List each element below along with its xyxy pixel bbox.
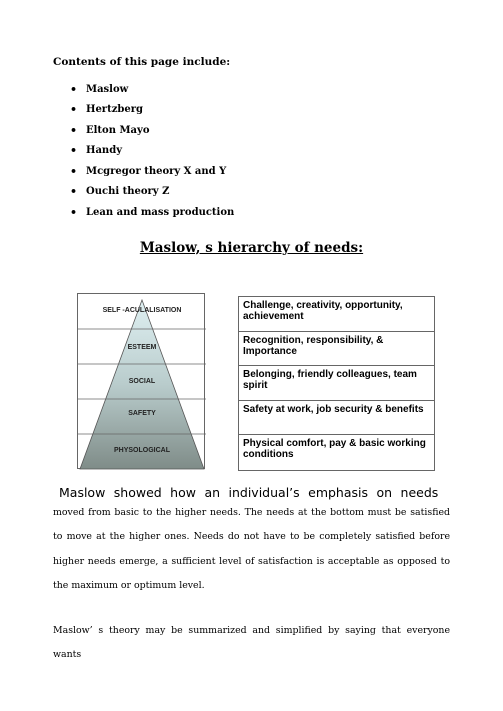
list-item-label: Ouchi theory Z bbox=[86, 186, 170, 198]
bullet-icon: • bbox=[70, 82, 78, 96]
needs-table bbox=[238, 296, 435, 471]
bullet-icon: • bbox=[70, 205, 78, 219]
pyramid-level-label: SAFETY bbox=[128, 410, 156, 417]
bullet-icon: • bbox=[70, 123, 78, 137]
bullet-icon: • bbox=[70, 103, 78, 117]
list-item bbox=[70, 182, 234, 203]
list-item bbox=[70, 141, 234, 162]
list-item bbox=[70, 202, 234, 223]
bullet-icon: • bbox=[70, 164, 78, 178]
contents-list bbox=[70, 79, 234, 223]
pyramid-level-label: SELF -ACULALISATION bbox=[102, 307, 182, 314]
list-item bbox=[70, 79, 234, 100]
body-paragraph: Maslow’ s theory may be summarized and simplified by saying that everyone wants bbox=[53, 625, 450, 661]
contents-title: Contents of this page include: bbox=[53, 56, 231, 68]
bullet-icon: • bbox=[70, 144, 78, 158]
list-item bbox=[70, 100, 234, 121]
list-item-label: Elton Mayo bbox=[86, 124, 150, 136]
need-cell: Belonging, friendly colleagues, team spirit bbox=[239, 366, 434, 401]
body-paragraph: moved from basic to the higher needs. The needs at the bottom must be satisfied to move at the higher ones. Needs do not have to be completely satisfied before higher needs emerge, a sufficient level of satisfaction is acceptable as opposed to the maximum or optimum level. bbox=[53, 507, 450, 591]
need-cell: Physical comfort, pay & basic working conditions bbox=[243, 438, 426, 461]
list-item-label: Lean and mass production bbox=[86, 206, 235, 218]
pyramid-level-label: ESTEEM bbox=[127, 344, 157, 351]
need-cell: Challenge, creativity, opportunity, achievement bbox=[239, 297, 434, 332]
list-item-label: Mcgregor theory X and Y bbox=[86, 165, 227, 177]
pyramid-level-label: SOCIAL bbox=[128, 378, 156, 385]
list-item-label: Hertzberg bbox=[86, 104, 143, 116]
list-item-label: Maslow bbox=[86, 83, 129, 95]
need-cell: Safety at work, job security & benefits bbox=[239, 401, 434, 436]
list-item-label: Handy bbox=[86, 145, 123, 157]
pyramid-level-label: PHYSOLOGICAL bbox=[113, 447, 170, 454]
list-item bbox=[70, 161, 234, 182]
need-cell: Recognition, responsibility, & Importance bbox=[239, 332, 434, 367]
hierarchy-figure bbox=[77, 293, 437, 473]
body-first-line: Maslow showed how an individual’s emphasis on needs bbox=[59, 485, 439, 500]
section-heading: Maslow, s hierarchy of needs: bbox=[139, 240, 364, 256]
list-item bbox=[70, 120, 234, 141]
pyramid-panel bbox=[77, 293, 205, 469]
bullet-icon: • bbox=[70, 185, 78, 199]
